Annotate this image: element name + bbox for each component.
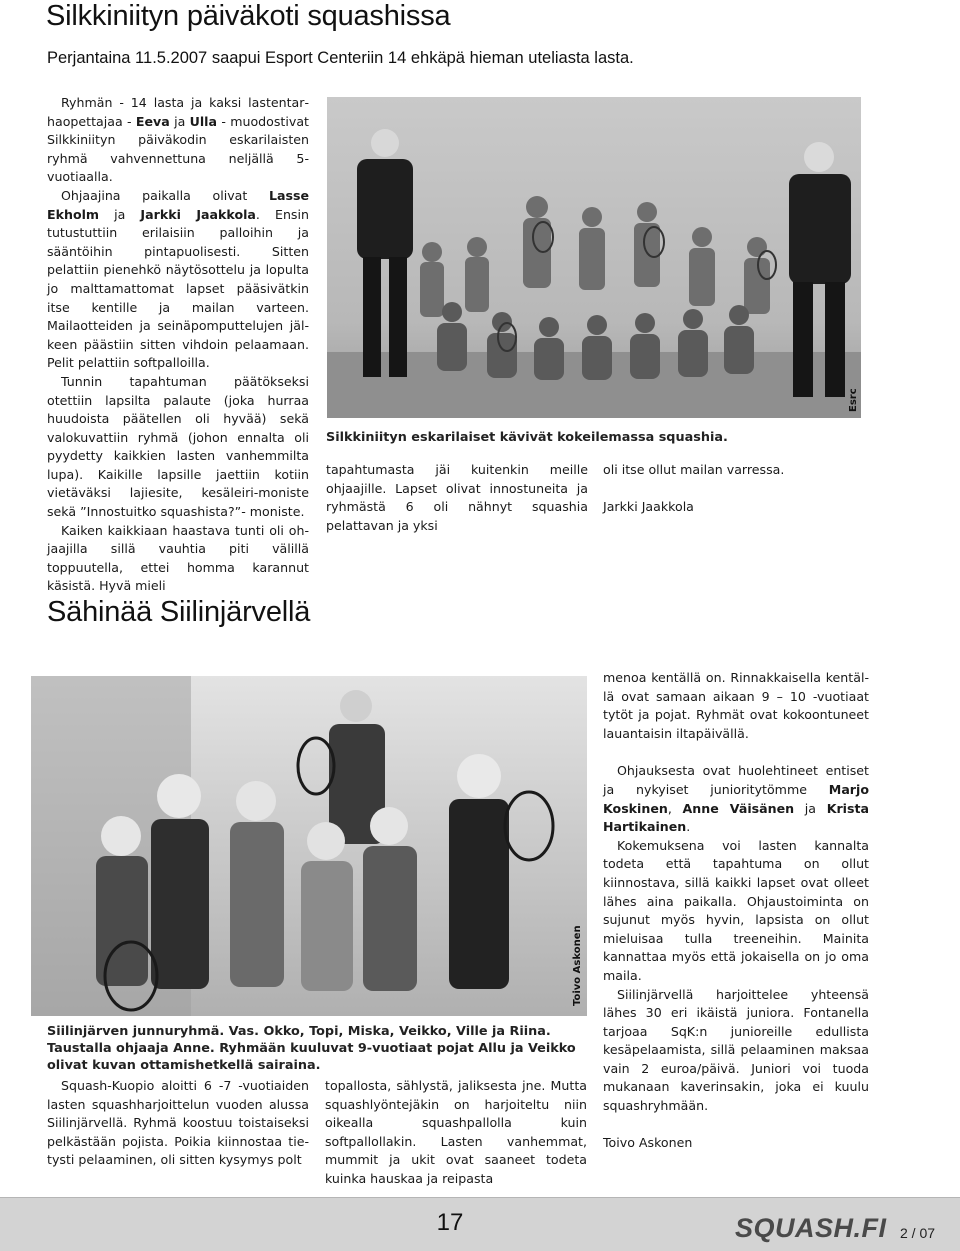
article1-paragraph-1: Ryhmän - 14 lasta ja kaksi lastentarhaopettajaa - Eeva ja Ulla - muodostivat Silkkiniityn päiväkodin eskarilaisten ryhmä vahvennettuna neljällä 5-vuotiaalla.: [47, 95, 309, 185]
article2-right-paragraph-4: Siilinjärvellä harjoittelee yhteensä lähes 30 eri ikäistä juniora. Fontanella tarjoaa SqK:n junioreille edullista kesäpelaamista, sillä pelaaminen maksaa vain 2 euroa/päivä. Juniori voi tuoda mukanaan kaverinsakin, joka ei kuulu squashryhmään.: [603, 986, 869, 1114]
article1-title: Silkkiniityn päiväkoti squashissa: [46, 0, 451, 32]
name-eeva: Eeva: [135, 113, 170, 129]
photo-siilinjarvi-junior-group: [31, 676, 587, 1016]
article1-column-2: tapahtumasta jäi kuitenkin meille ohjaajille. Lapset olivat innostuneita ja ryhmästä 6 oli nähnyt squashia pelattavan ja yksi: [326, 462, 588, 533]
article1-photo: [327, 97, 861, 418]
article2-right-paragraph-2: Ohjauksesta ovat huolehtineet entiset ja nykyiset junioritytömme Marjo Koskinen, Anne Väisänen ja Krista Hartikainen.: [603, 763, 869, 835]
name-jarkki-jaakkola: Jarkki Jaakkola: [140, 206, 256, 222]
article2-right-paragraph-1: menoa kentällä on. Rinnakkaisella kentällä ovat samaan aikaan 9 – 10 -vuotiaat tytöt ja pojat. Ryhmät ovat kokoontuneet lauantaisin iltapäivällä.: [603, 670, 869, 741]
article2-photo-caption: Siilinjärven junnuryhmä. Vas. Okko, Topi, Miska, Veikko, Ville ja Riina. Taustalla ohjaaja Anne. Ryhmään kuuluvat 9-vuotiaat pojat Allu ja Veikko olivat kuvan ottamishetkellä sairaina.: [47, 1024, 576, 1073]
article2-signature: Toivo Askonen: [603, 1134, 693, 1150]
article1-paragraph-2: Ohjaajina paikalla olivat Lasse Ekholm ja Jarkki Jaakkola. Ensin tutustuttiin erilaisiin palloihin ja sääntöihin pintapuolisesti. Sitten pelattiin pienehkö näytösottelu ja lopulta jo malttamattomat lapset pääsivätkin itse kentille ja mailan varteen. Mailaotteiden ja seinäpomputtelujen jälkeen päästiin sitten vihdoin pelaamaan. Pelit pelattiin softpalloilla.: [47, 187, 309, 371]
article2-bottom-column-2: topallosta, sählystä, jaliksesta jne. Mutta squashlyöntejäkin on harjoiteltu niin oikealla squashpallolla kuin softpallollakin. Lasten vanhemmat, mummit ja ukit ovat saaneet todeta kuinka hauskaa ja reipasta: [325, 1078, 587, 1186]
article1-lead: Perjantaina 11.5.2007 saapui Esport Centeriin 14 ehkäpä hieman uteliasta lasta.: [47, 49, 634, 67]
article1-photo-credit: Esrc: [848, 388, 859, 412]
article1-signature: Jarkki Jaakkola: [603, 498, 694, 514]
article1-column-3: oli itse ollut mailan varressa. Jarkki Jaakkola: [603, 461, 865, 516]
article2-right-column: [603, 669, 869, 1152]
squash-fi-logo: SQUASH.FI: [735, 1213, 887, 1243]
article2-title: Sähinää Siilinjärvellä: [47, 596, 311, 628]
photo-children-squash-group: [327, 97, 861, 418]
article1-paragraph-3: Tunnin tapahtuman päätökseksi otettiin lapsilta palaute (joka hurraa huudoista päätellen oli hyvää) sekä valokuvattiin ryhmä (johon ennalta oli pyydetty kaikkien lasten vanhemmilta lupa). Kaikille lapsille jaettiin kotiin vietäväksi lajiesite, kesäleiri-moniste sekä ”Innostuitko squashista?”- moniste.: [47, 373, 309, 520]
article2-bottom-column-1: Squash-Kuopio aloitti 6 -7 -vuotiaiden lasten squashharjoittelun vuoden alussa Siilinjärvellä. Ryhmä koostuu toistaiseksi pelkästään pojista. Poikia kiinnostaa tietysti pelaaminen, oli sitten kysymys polt: [47, 1078, 309, 1168]
article1-column-1: [47, 94, 309, 596]
article2-right-paragraph-3: Kokemuksena voi lasten kannalta todeta että tapahtuma on ollut kiinnostava, sillä kaikki lapset ovat olleet lähes aina paikalla. Ohjaustoiminta on sujunut myös hyvin, lapsista on ollut mieluisaa tulla treeneihin. Mainita kannattaa myös että jokaisella on jo oma maila.: [603, 837, 869, 983]
page-number: 17: [436, 1209, 464, 1236]
name-lasse-ekholm: Lasse Ekholm: [47, 187, 309, 222]
article1-paragraph-4: Kaiken kaikkiaan haastava tunti oli ohjaajilla sillä vauhtia piti välillä toppuutella, ettei homma karannut käsistä. Hyvä mieli: [47, 522, 309, 594]
name-ulla: Ulla: [189, 113, 217, 129]
name-marjo-koskinen: Marjo Koskinen: [603, 781, 869, 816]
name-krista-hartikainen: Krista Hartikainen: [603, 800, 869, 835]
article2-photo-credit: Toivo Askonen: [572, 925, 583, 1006]
article2-photo: [31, 676, 587, 1016]
name-anne-vaisanen: Anne Väisänen: [682, 800, 795, 816]
issue-number: 2 / 07: [900, 1225, 936, 1241]
article1-photo-caption: Silkkiniityn eskarilaiset kävivät kokeilemassa squashia.: [326, 430, 728, 445]
